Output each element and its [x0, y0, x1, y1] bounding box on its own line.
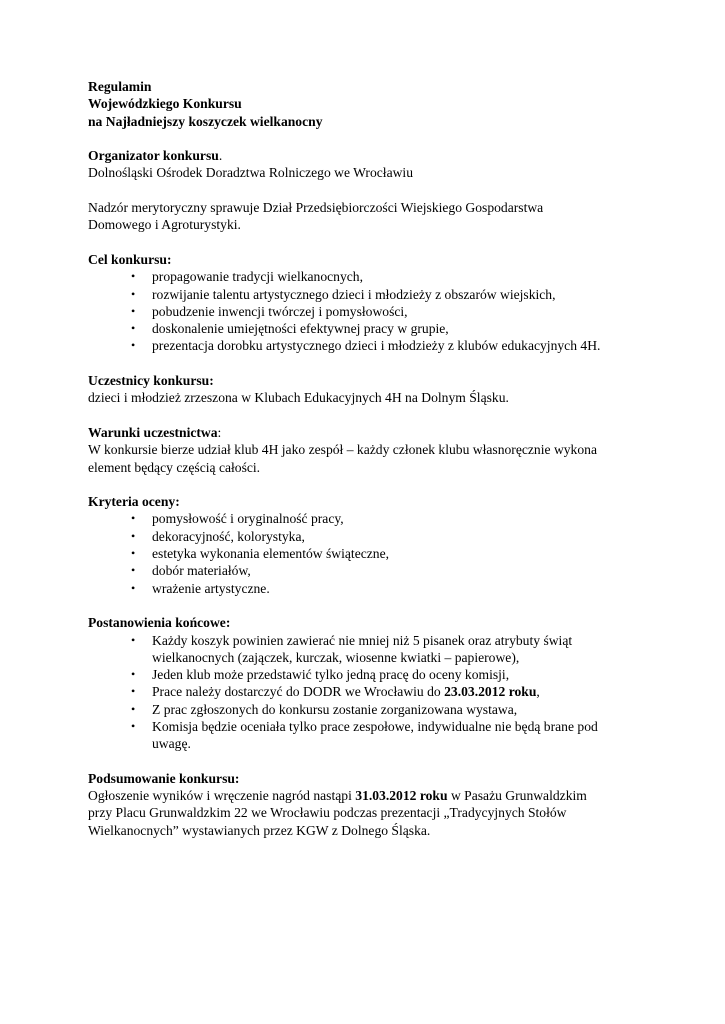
spacer: [88, 476, 648, 493]
bullet-icon: •: [131, 269, 136, 284]
list-item-text: wrażenie artystyczne.: [152, 580, 270, 596]
list-item: [131, 701, 648, 718]
spacer: [88, 355, 648, 372]
list-item-text: ,: [536, 684, 540, 700]
bullet-icon: •: [131, 321, 136, 336]
organizer-heading: Organizator konkursu: [88, 148, 219, 164]
participants-text: dzieci i młodzież zrzeszona w Klubach Edukacyjnych 4H na Dolnym Śląsku.: [88, 390, 509, 406]
summary-text: Ogłoszenie wyników i wręczenie nagród nastąpi: [88, 788, 356, 804]
conditions-line-2: element będący częścią całości.: [88, 459, 261, 475]
list-item: [131, 528, 648, 545]
list-item-text: doskonalenie umiejętności efektywnej pracy w grupie,: [152, 321, 449, 337]
list-item-text: dobór materiałów,: [152, 563, 251, 579]
spacer: [88, 597, 648, 614]
summary-line-2: przy Placu Grunwaldzkim 22 we Wrocławiu podczas prezentacji „Tradycyjnych Stołów: [88, 805, 567, 821]
list-item: [131, 510, 648, 527]
summary-text: w Pasażu Grunwaldzkim: [447, 788, 587, 804]
list-item: [131, 337, 648, 354]
spacer: [88, 753, 648, 770]
list-item-text: pobudzenie inwencji twórczej i pomysłowości,: [152, 303, 408, 319]
list-item-text: wielkanocnych (zajączek, kurczak, wiosenne kwiatki – papierowe),: [152, 649, 520, 665]
list-item: [131, 286, 648, 303]
bullet-icon: •: [131, 303, 136, 318]
list-item: [131, 562, 648, 579]
list-item: [131, 666, 648, 683]
summary-line-3: Wielkanocnych” wystawianych przez KGW z Dolnego Śląska.: [88, 822, 431, 838]
spacer: [88, 234, 648, 251]
title-line-2: Wojewódzkiego Konkursu: [88, 96, 242, 112]
bullet-icon: •: [131, 718, 136, 733]
final-heading: Postanowienia końcowe:: [88, 615, 231, 631]
spacer: [88, 182, 648, 199]
list-item: [131, 632, 648, 667]
goals-list: [88, 268, 648, 354]
list-item: [131, 580, 648, 597]
list-item-text: Każdy koszyk powinien zawierać nie mniej niż 5 pisanek oraz atrybuty świąt: [152, 632, 573, 648]
document-content: [88, 78, 648, 839]
deadline-date: 23.03.2012 roku: [444, 684, 537, 700]
summary-line-1: [88, 787, 648, 804]
list-item-text: prezentacja dorobku artystycznego dzieci i młodzieży z klubów edukacyjnych 4H.: [152, 338, 601, 354]
bullet-icon: •: [131, 580, 136, 595]
list-item-text: Prace należy dostarczyć do DODR we Wrocławiu do: [152, 684, 445, 700]
announcement-date: 31.03.2012 roku: [355, 788, 448, 804]
summary-heading: Podsumowanie konkursu:: [88, 770, 240, 786]
bullet-icon: •: [131, 528, 136, 543]
list-item-text: pomysłowość i oryginalność pracy,: [152, 511, 344, 527]
list-item-text: Z prac zgłoszonych do konkursu zostanie zorganizowana wystawa,: [152, 701, 518, 717]
list-item-text: uwagę.: [152, 736, 191, 752]
list-item: [131, 320, 648, 337]
bullet-icon: •: [131, 684, 136, 699]
conditions-heading-line: [88, 424, 648, 441]
list-item-text: dekoracyjność, kolorystyka,: [152, 528, 305, 544]
spacer: [88, 130, 648, 147]
bullet-icon: •: [131, 563, 136, 578]
spacer: [88, 407, 648, 424]
list-item-text: Komisja będzie oceniała tylko prace zespołowe, indywidualne nie będą brane pod: [152, 718, 598, 734]
list-item-text: propagowanie tradycji wielkanocnych,: [152, 269, 364, 285]
conditions-heading-suffix: :: [217, 424, 222, 440]
bullet-icon: •: [131, 286, 136, 301]
title-line-1: Regulamin: [88, 79, 152, 94]
criteria-list: [88, 510, 648, 596]
list-item-text: rozwijanie talentu artystycznego dzieci i młodzieży z obszarów wiejskich,: [152, 286, 556, 302]
conditions-line-1: W konkursie bierze udział klub 4H jako zespół – każdy członek klubu własnoręcznie wykona: [88, 442, 597, 458]
list-item: [131, 683, 648, 700]
list-item: [131, 268, 648, 285]
bullet-icon: •: [131, 701, 136, 716]
list-item-text: Jeden klub może przedstawić tylko jedną pracę do oceny komisji,: [152, 667, 510, 683]
list-item: [131, 303, 648, 320]
supervision-line-1: Nadzór merytoryczny sprawuje Dział Przedsiębiorczości Wiejskiego Gospodarstwa: [88, 200, 544, 216]
list-item: [131, 718, 648, 753]
organizer-heading-line: [88, 147, 648, 164]
organizer-name: Dolnośląski Ośrodek Doradztwa Rolniczego we Wrocławiu: [88, 165, 413, 181]
bullet-icon: •: [131, 511, 136, 526]
list-item: [131, 545, 648, 562]
criteria-heading: Kryteria oceny:: [88, 494, 180, 510]
participants-heading: Uczestnicy konkursu:: [88, 373, 214, 389]
organizer-heading-suffix: .: [218, 148, 223, 164]
list-item-text: estetyka wykonania elementów świąteczne,: [152, 546, 390, 562]
bullet-icon: •: [131, 338, 136, 353]
goals-heading: Cel konkursu:: [88, 251, 172, 267]
supervision-line-2: Domowego i Agroturystyki.: [88, 217, 241, 233]
conditions-heading: Warunki uczestnictwa: [88, 424, 218, 440]
bullet-icon: •: [131, 546, 136, 561]
bullet-icon: •: [131, 667, 136, 682]
bullet-icon: •: [131, 632, 136, 647]
final-list: [88, 632, 648, 753]
title-line-3: na Najładniejszy koszyczek wielkanocny: [88, 113, 323, 129]
